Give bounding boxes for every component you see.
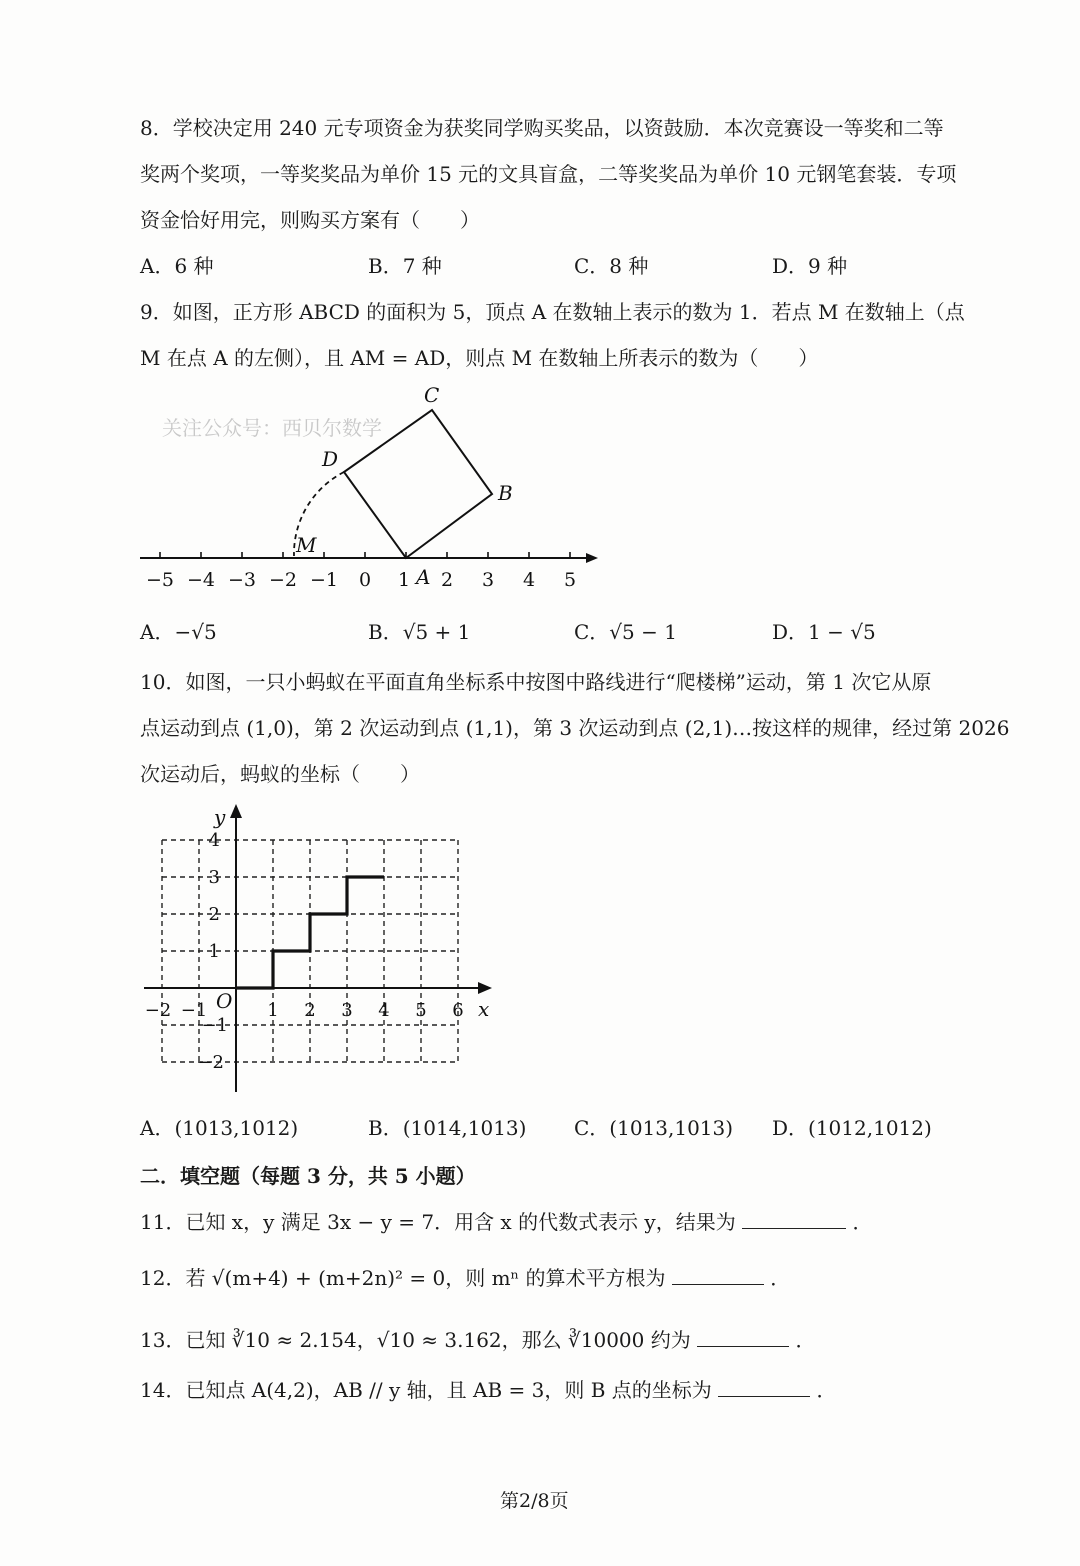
q8-line-1: 8．学校决定用 240 元专项资金为获奖同学购买奖品，以资鼓励．本次竞赛设一等奖和二等 [140,116,944,140]
q9-line-1: 9．如图，正方形 ABCD 的面积为 5，顶点 A 在数轴上表示的数为 1．若点 M 在数轴上（点 [140,300,965,324]
y-tick-label: 1 [208,941,220,962]
q8-option-c: C．8 种 [574,254,649,278]
tick-label: 3 [481,569,495,591]
q11-end: ． [852,1210,873,1234]
q11-text: 11．已知 x，y 满足 3x − y = 7．用含 x 的代数式表示 y，结果为 [140,1210,736,1234]
square-abcd [344,410,492,558]
x-axis-arrow [478,982,492,994]
tick-label: 4 [522,569,536,591]
q12-answer-blank[interactable] [672,1266,764,1285]
x-axis-label: x [478,997,490,1021]
y-tick-label: 3 [208,867,220,888]
x-tick-label: 2 [304,1000,316,1021]
q9-option-b: B．√5 + 1 [368,620,471,644]
tick-label: −4 [186,569,216,591]
q9-figure [130,378,610,600]
y-tick-label: −2 [197,1052,224,1073]
vertex-label-b: B [498,481,513,505]
x-tick-label: 4 [378,1000,390,1021]
tick-label: 2 [440,569,454,591]
x-tick-label: 6 [452,1000,464,1021]
q14-answer-blank[interactable] [718,1378,810,1397]
tick-label: −1 [309,569,339,591]
number-line-arrow [586,553,598,563]
x-tick-label: 5 [415,1000,427,1021]
tick-label: −5 [145,569,175,591]
q10-option-d: D．(1012,1012) [772,1116,932,1140]
vertex-label-c: C [424,383,440,407]
x-tick-label: −2 [144,1000,172,1021]
tick-label: 5 [563,569,577,591]
q10-option-c: C．(1013,1013) [574,1116,734,1140]
q10-option-a: A．(1013,1012) [140,1116,299,1140]
q13-answer-blank[interactable] [697,1328,789,1347]
x-tick-label: 1 [267,1000,279,1021]
y-tick-label: 4 [208,830,220,851]
q10-option-b: B．(1014,1013) [368,1116,527,1140]
y-tick-label: −1 [201,1015,228,1036]
tick-label: −2 [268,569,298,591]
q11 [140,1206,872,1235]
y-axis-label: y [214,805,226,829]
q11-answer-blank[interactable] [742,1210,846,1229]
q12-end: ． [770,1266,791,1290]
ant-path [236,877,384,988]
q8-option-b: B．7 种 [368,254,442,278]
x-tick-label: 3 [341,1000,353,1021]
q13-end: ． [795,1328,816,1352]
q8-line-3: 资金恰好用完，则购买方案有（ ） [140,208,480,232]
q8-line-2: 奖两个奖项，一等奖奖品为单价 15 元的文具盲盒，二等奖奖品为单价 10 元钢笔套装．专项 [140,162,957,186]
q10-line-3: 次运动后，蚂蚁的坐标（ ） [140,762,420,786]
q9-option-d: D．1 − √5 [772,620,876,644]
watermark-text: 关注公众号：西贝尔数学 [162,416,382,440]
q9-line-2: M 在点 A 的左侧），且 AM = AD，则点 M 在数轴上所表示的数为（ ） [140,346,819,370]
tick-label: 0 [358,569,372,591]
q8-option-a: A．6 种 [140,254,214,278]
tick-label: −3 [227,569,257,591]
section-title: 二．填空题（每题 3 分，共 5 小题） [140,1164,476,1188]
y-axis-arrow [230,804,242,818]
vertex-label-a: A [416,565,431,589]
q13 [140,1324,815,1353]
q10-figure [136,796,506,1096]
q12-text: 12．若 √(m+4) + (m+2n)² = 0，则 mⁿ 的算术平方根为 [140,1266,666,1290]
x-tick-label: −1 [180,1000,208,1021]
q12 [140,1262,790,1291]
q10-line-1: 10．如图，一只小蚂蚁在平面直角坐标系中按图中路线进行“爬楼梯”运动，第 1 次它从原 [140,670,932,694]
q14-text: 14．已知点 A(4,2)，AB // y 轴，且 AB = 3，则 B 点的坐标为 [140,1378,712,1402]
q9-option-c: C．√5 − 1 [574,620,677,644]
vertex-label-d: D [322,447,339,471]
point-label-m: M [296,533,317,557]
q14-end: ． [816,1378,837,1402]
q13-text: 13．已知 ∛10 ≈ 2.154，√10 ≈ 3.162，那么 ∛10000 约为 [140,1328,691,1352]
tick-label: 1 [397,569,411,591]
q9-option-a: A．−√5 [140,620,217,644]
q8-option-d: D．9 种 [772,254,848,278]
y-tick-label: 2 [208,904,220,925]
origin-label: O [216,989,233,1013]
q14 [140,1374,836,1403]
q10-line-2: 点运动到点 (1,0)，第 2 次运动到点 (1,1)，第 3 次运动到点 (2,1)…按这样的规律，经过第 2026 [140,716,1010,740]
page-number: 第2/8页 [500,1490,569,1512]
